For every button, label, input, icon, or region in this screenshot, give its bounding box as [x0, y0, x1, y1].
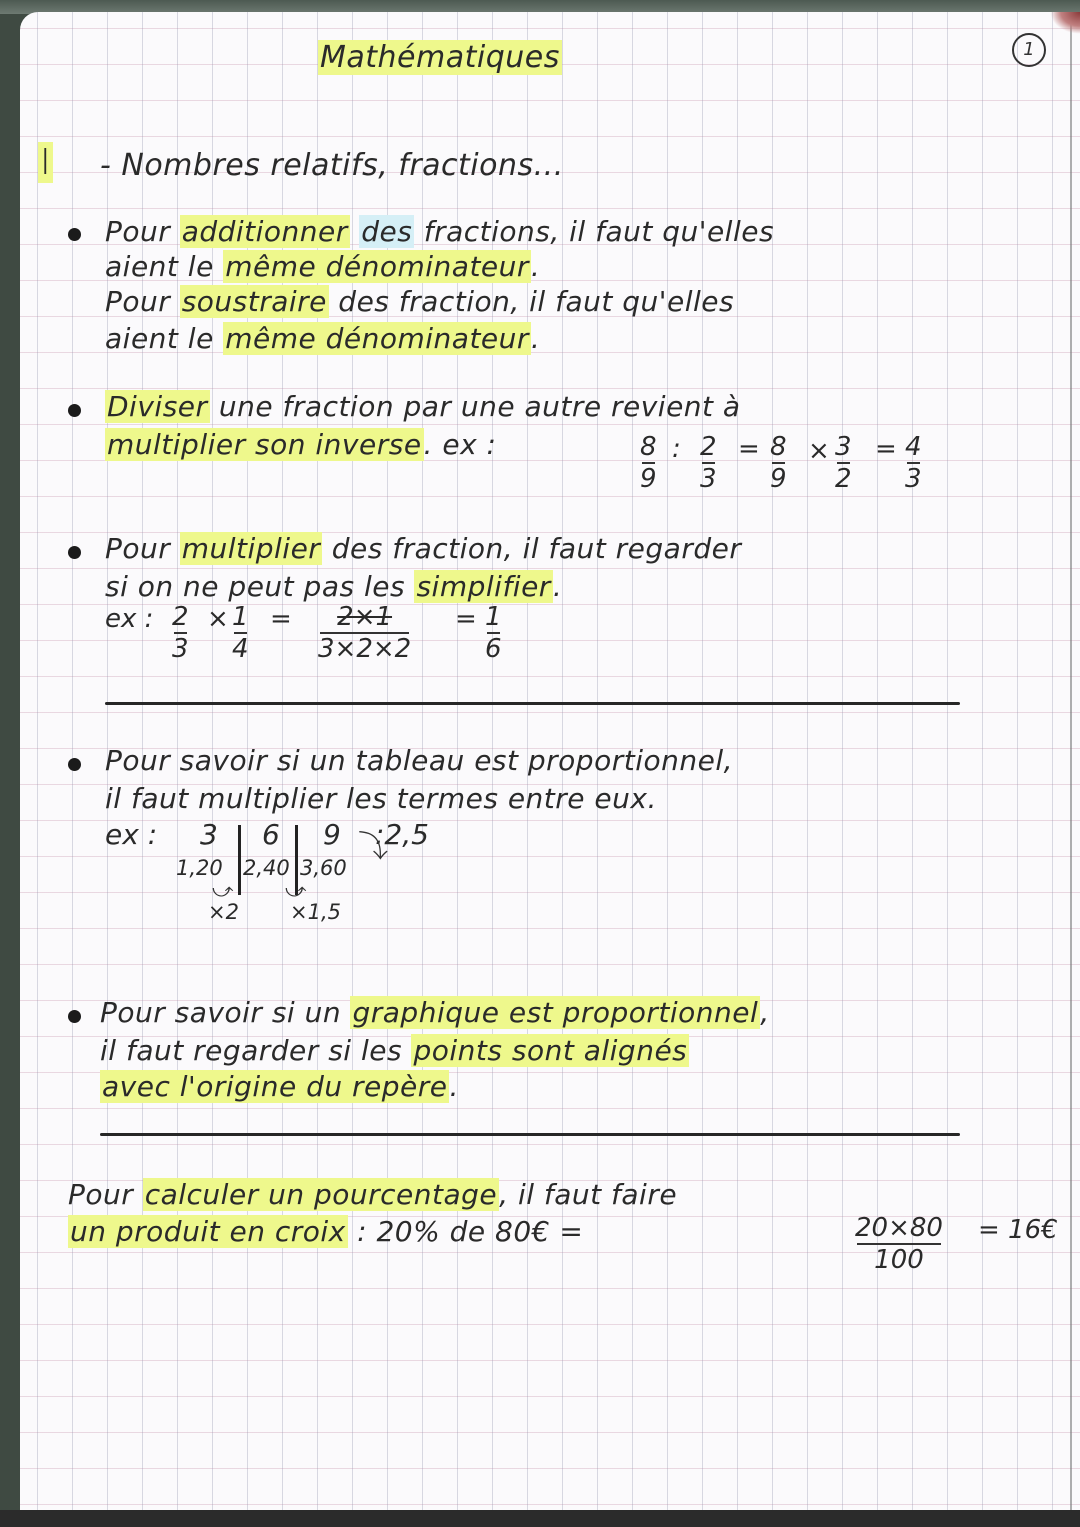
- note-line: [105, 782, 657, 815]
- highlighted-text: points sont alignés: [413, 1034, 688, 1067]
- note-line: [68, 1215, 583, 1248]
- highlighted-text: soustraire: [181, 285, 327, 318]
- text: .: [530, 250, 541, 283]
- bullet-dot: [68, 546, 81, 559]
- note-line: [105, 744, 733, 777]
- numerator: 8: [640, 432, 657, 462]
- operator: =: [738, 434, 760, 464]
- text: .: [530, 322, 541, 355]
- highlighted-text: simplifier: [416, 570, 551, 603]
- denominator: 100: [874, 1245, 924, 1275]
- highlighted-text: calculer un pourcentage: [144, 1178, 498, 1211]
- text: aient le: [105, 322, 224, 355]
- numerator: 2: [700, 432, 717, 462]
- numerator: 8: [770, 432, 787, 462]
- text: aient le: [105, 250, 224, 283]
- page-number-circled: 1: [1012, 33, 1046, 67]
- denominator: 3: [172, 634, 189, 664]
- photo-background-bottom: [0, 1510, 1080, 1527]
- text: il faut regarder si les: [100, 1034, 412, 1067]
- highlighted-text: avec l'origine du repère: [102, 1070, 448, 1103]
- table-cell: 3: [200, 818, 218, 851]
- fraction: [700, 432, 717, 494]
- text: fractions, il faut qu'elles: [414, 215, 775, 248]
- table-cell: 3,60: [300, 856, 347, 880]
- denominator: 3: [905, 464, 922, 494]
- text: , il faut faire: [499, 1178, 678, 1211]
- bullet-dot: [68, 1010, 81, 1023]
- operator: =: [875, 434, 897, 464]
- denominator: 9: [770, 464, 787, 494]
- highlighted-text: multiplier son inverse: [107, 428, 422, 461]
- separator-line: [105, 702, 960, 705]
- numerator: 4: [905, 432, 922, 462]
- operator: ×: [207, 604, 229, 634]
- page-corner: [1050, 12, 1080, 34]
- text: Pour: [68, 1178, 143, 1211]
- bullet-dot: [68, 758, 81, 771]
- curved-arrow-down-icon: ⤵: [358, 830, 388, 865]
- note-line: [105, 570, 562, 603]
- separator-line: [100, 1133, 960, 1136]
- text: .: [552, 570, 563, 603]
- note-line: [105, 250, 540, 283]
- note-line: [105, 532, 741, 565]
- note-line: [105, 285, 734, 318]
- highlighted-text-blue: des: [361, 215, 413, 248]
- text: il faut multiplier les termes entre eux.: [105, 782, 657, 815]
- section-number: [38, 142, 53, 183]
- fraction: [770, 432, 787, 494]
- note-line: [100, 996, 770, 1029]
- operator: :: [672, 434, 681, 464]
- highlighted-text: graphique est proportionnel: [352, 996, 759, 1029]
- note-line: [105, 428, 496, 461]
- highlighted-text: même dénominateur: [225, 322, 529, 355]
- percentage-result: = 16€: [978, 1215, 1058, 1245]
- text: Pour savoir si un: [100, 996, 351, 1029]
- text: [350, 215, 359, 248]
- denominator: 3×2×2: [318, 634, 412, 664]
- page-title-text: Mathématiques: [320, 40, 560, 75]
- table-cell: 2,40: [243, 856, 290, 880]
- text: Pour: [105, 285, 180, 318]
- fraction: [640, 432, 657, 494]
- fraction: [835, 432, 852, 494]
- operator: =: [270, 604, 292, 634]
- note-line: [105, 322, 540, 355]
- highlighted-text: Diviser: [107, 390, 208, 423]
- numerator: 1: [232, 602, 249, 632]
- bullet-dot: [68, 404, 81, 417]
- margin-line: [1070, 12, 1072, 1510]
- note-line: [100, 1034, 689, 1067]
- fraction: [172, 602, 189, 664]
- page-title: [318, 40, 562, 75]
- numerator: 1: [485, 602, 502, 632]
- text: ,: [760, 996, 770, 1029]
- table-cell: 1,20: [176, 856, 223, 880]
- note-line: [105, 215, 774, 248]
- section-separator: -: [100, 148, 112, 183]
- horizontal-operator: ×1,5: [290, 900, 341, 924]
- note-line: [100, 1070, 459, 1103]
- operator: ×: [808, 436, 830, 466]
- example-label: ex :: [105, 818, 158, 851]
- denominator: 9: [640, 464, 657, 494]
- text: .: [449, 1070, 459, 1103]
- section-number-text: I: [40, 142, 52, 183]
- text: une fraction par une autre revient à: [209, 390, 741, 423]
- text: . ex :: [423, 428, 497, 461]
- highlighted-text: multiplier: [181, 532, 321, 565]
- denominator: 3: [700, 464, 717, 494]
- highlighted-text: même dénominateur: [225, 250, 529, 283]
- text: Pour savoir si un tableau est proportionnel,: [105, 744, 734, 777]
- numerator: 2×1: [337, 602, 393, 632]
- numerator: 20×80: [855, 1213, 943, 1243]
- section-title-text: Nombres relatifs, fractions...: [121, 148, 564, 183]
- percentage-fraction: [855, 1213, 943, 1275]
- text: si on ne peut pas les: [105, 570, 415, 603]
- note-line: [68, 1178, 677, 1211]
- denominator: 2: [835, 464, 852, 494]
- vertical-operator: :2,5: [375, 818, 429, 851]
- fraction-simplified: [318, 602, 411, 664]
- section-title: [100, 148, 564, 183]
- numerator: 3: [835, 432, 852, 462]
- curved-arrow-icon: ⤻: [285, 878, 307, 902]
- text: des fraction, il faut regarder: [322, 532, 742, 565]
- table-cell: 9: [323, 818, 341, 851]
- denominator: 4: [232, 634, 249, 664]
- table-cell: 6: [262, 818, 280, 851]
- text: Pour: [105, 532, 180, 565]
- denominator: 6: [485, 634, 502, 664]
- fraction: [485, 602, 502, 664]
- text: : 20% de 80€ =: [347, 1215, 584, 1248]
- operator: =: [455, 604, 477, 634]
- highlighted-text: additionner: [181, 215, 348, 248]
- table-divider: [238, 825, 241, 895]
- horizontal-operator: ×2: [208, 900, 239, 924]
- highlighted-text: un produit en croix: [70, 1215, 346, 1248]
- fraction: [232, 602, 249, 664]
- note-line: [105, 390, 741, 423]
- curved-arrow-icon: ⤻: [212, 878, 234, 902]
- example-label: ex :: [105, 604, 154, 634]
- text: Pour: [105, 215, 180, 248]
- bullet-dot: [68, 228, 81, 241]
- text: des fraction, il faut qu'elles: [328, 285, 735, 318]
- fraction: [905, 432, 922, 494]
- numerator: 2: [172, 602, 189, 632]
